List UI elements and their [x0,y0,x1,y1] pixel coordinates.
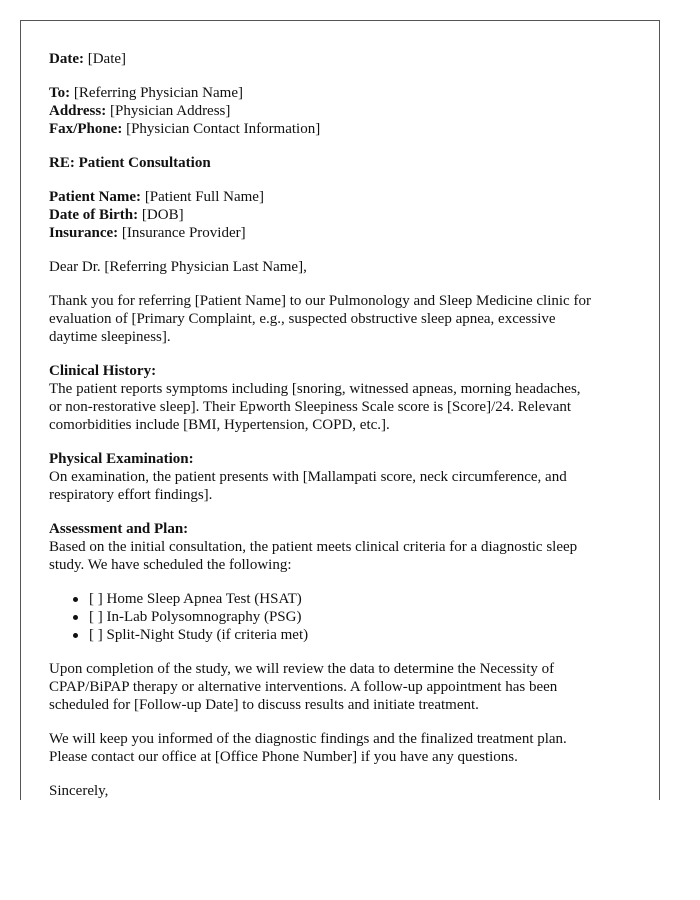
paragraph-line: CPAP/BiPAP therapy or alternative interventions. A follow-up appointment has been [49,679,558,695]
re-line: RE: Patient Consultation [49,155,211,171]
patient-name-line [49,188,631,206]
signoff: Sincerely, [49,783,109,799]
paragraph-line: Thank you for referring [Patient Name] to our Pulmonology and Sleep Medicine clinic for [49,293,591,309]
bullet-icon [73,597,78,602]
dob-line [49,206,631,224]
dob-label: Date of Birth: [49,207,139,223]
paragraph-line: study. We have scheduled the following: [49,557,292,573]
date-value: [Date] [83,51,127,67]
section-heading: Clinical History: [49,363,157,379]
date-line [49,50,631,68]
list-item [89,626,631,644]
paragraph-line: respiratory effort findings]. [49,487,213,503]
clinical-history-section [49,362,631,434]
paragraph-line: The patient reports symptoms including [snoring, witnessed apneas, morning headaches, [49,381,581,397]
study-list [49,590,631,644]
closing-paragraph [49,730,631,766]
insurance-line [49,224,631,242]
assessment-section [49,520,631,574]
paragraph-line: daytime sleepiness]. [49,329,171,345]
date-label: Date: [49,51,84,67]
paragraph-line: comorbidities include [BMI, Hypertension, COPD, etc.]. [49,417,390,433]
address-value: [Physician Address] [106,103,231,119]
greeting-block [49,258,631,276]
faxphone-label: Fax/Phone: [49,121,123,137]
list-item [89,590,631,608]
paragraph-line: We will keep you informed of the diagnostic findings and the finalized treatment plan. [49,731,567,747]
address-line [49,102,631,120]
faxphone-value: [Physician Contact Information] [122,121,321,137]
letter-page [20,20,660,800]
study-label: [ ] Home Sleep Apnea Test (HSAT) [89,591,302,607]
paragraph-line: On examination, the patient presents with [Mallampati score, neck circumference, and [49,469,567,485]
bullet-icon [73,633,78,638]
paragraph-line: scheduled for [Follow-up Date] to discuss results and initiate treatment. [49,697,479,713]
faxphone-line [49,120,631,138]
bullet-icon [73,615,78,620]
patient-name-label: Patient Name: [49,189,142,205]
signoff-block [49,782,631,800]
paragraph-line: or non-restorative sleep]. Their Epworth Sleepiness Scale score is [Score]/24. Relevant [49,399,572,415]
study-label: [ ] Split-Night Study (if criteria met) [89,627,309,643]
to-label: To: [49,85,71,101]
paragraph-line: evaluation of [Primary Complaint, e.g., suspected obstructive sleep apnea, excessive [49,311,556,327]
to-value: [Referring Physician Name] [70,85,243,101]
physical-exam-section [49,450,631,504]
patient-name-value: [Patient Full Name] [141,189,264,205]
intro-paragraph [49,292,631,346]
list-item [89,608,631,626]
re-block [49,154,631,172]
patient-block [49,188,631,242]
insurance-label: Insurance: [49,225,119,241]
greeting: Dear Dr. [Referring Physician Last Name], [49,259,307,275]
paragraph-line: Please contact our office at [Office Phone Number] if you have any questions. [49,749,518,765]
insurance-value: [Insurance Provider] [118,225,246,241]
address-label: Address: [49,103,107,119]
dob-value: [DOB] [138,207,184,223]
section-heading: Assessment and Plan: [49,521,189,537]
paragraph-line: Upon completion of the study, we will review the data to determine the Necessity of [49,661,555,677]
date-block [49,50,631,68]
paragraph-line: Based on the initial consultation, the patient meets clinical criteria for a diagnostic sleep [49,539,578,555]
to-line [49,84,631,102]
followup-paragraph [49,660,631,714]
recipient-block [49,84,631,138]
section-heading: Physical Examination: [49,451,194,467]
study-label: [ ] In-Lab Polysomnography (PSG) [89,609,302,625]
